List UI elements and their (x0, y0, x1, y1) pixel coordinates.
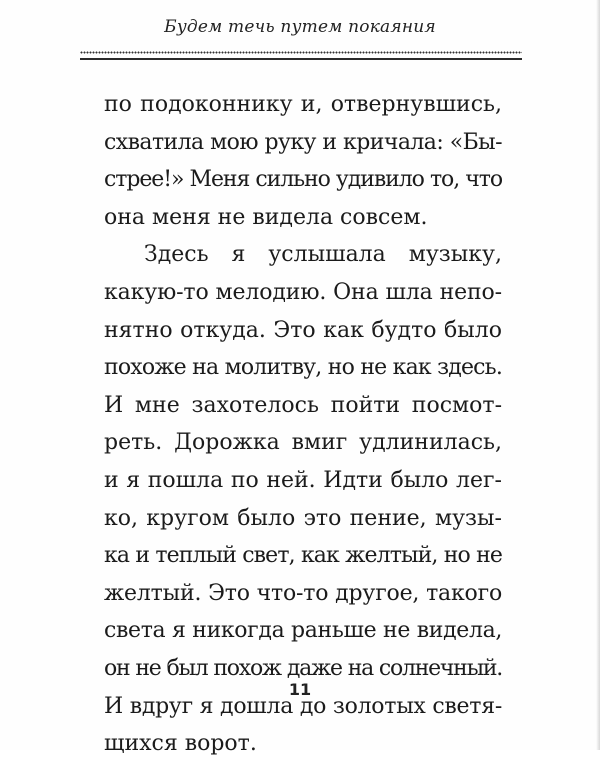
running-head-title: Будем течь путем покаяния (164, 17, 436, 37)
text-line: света я никогда раньше не видела, (104, 618, 502, 644)
text-line: ко, кругом было это пение, музы- (104, 505, 502, 531)
body-text (104, 86, 502, 763)
text-line: похоже на молитву, но не как здесь. (104, 355, 502, 381)
page-edge-shadow (596, 0, 600, 750)
header-solid-rule (80, 58, 522, 60)
text-line: И мне захотелось пойти посмот- (104, 392, 502, 418)
text-line: реть. Дорожка вмиг удлинилась, (104, 430, 502, 456)
header-dotted-rule (80, 50, 522, 55)
text-line: стрее!» Меня сильно удивило то, что (104, 167, 502, 193)
text-line: он не был похож даже на солнечный. (104, 655, 502, 681)
text-line: желтый. Это что-то другое, такого (104, 580, 502, 606)
text-line: какую-то мелодию. Она шла непо- (104, 279, 502, 305)
page-number: 11 (288, 680, 312, 699)
text-line: щихся ворот. (104, 731, 257, 757)
text-line: схватила мою руку и кричала: «Бы- (104, 129, 502, 155)
text-line: и я пошла по ней. Идти было лег- (104, 467, 502, 493)
text-line: она меня не видела совсем. (104, 204, 428, 230)
text-line: по подоконнику и, отвернувшись, (104, 92, 502, 117)
text-line: нятно откуда. Это как будто было (104, 317, 502, 343)
text-line: Здесь я услышала музыку, (144, 242, 502, 268)
text-line: И вдруг я дошла до золотых светя- (104, 693, 502, 719)
text-line: ка и теплый свет, как желтый, но не (104, 543, 502, 569)
